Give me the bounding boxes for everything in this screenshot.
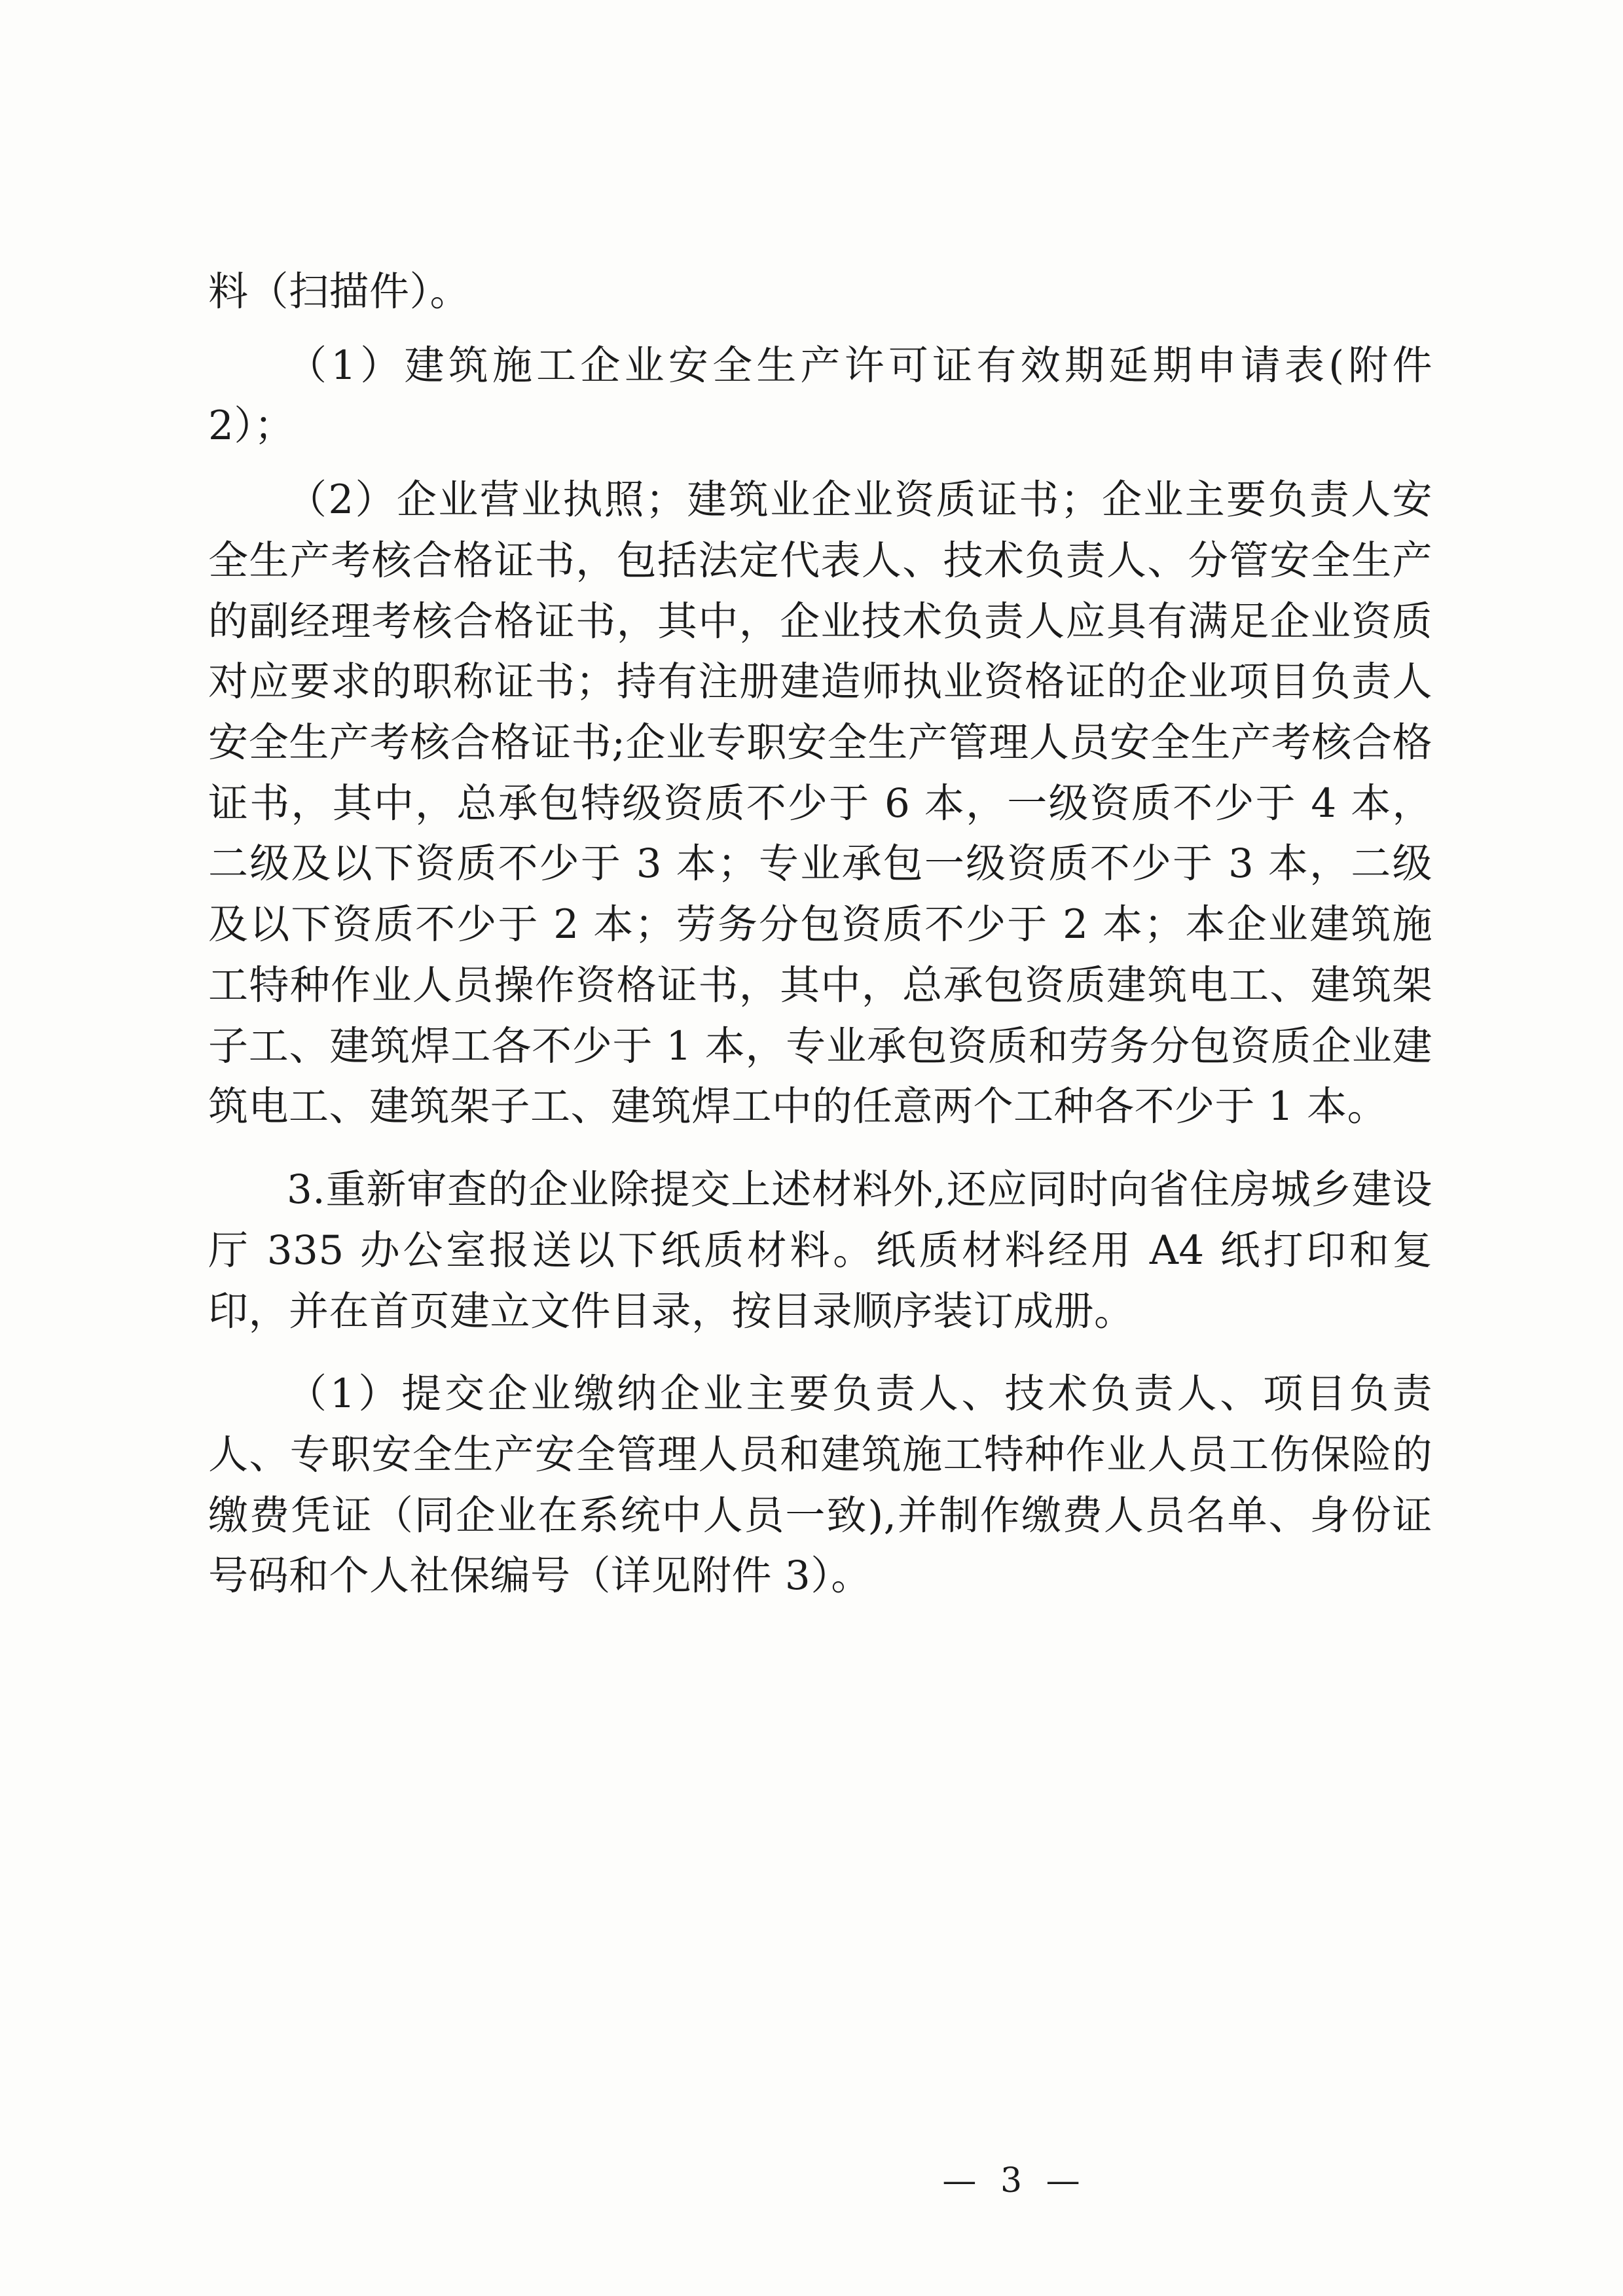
paragraph-continuation: 料（扫描件）。 — [208, 268, 471, 315]
document-body — [208, 262, 1432, 1613]
paragraph-spacer — [208, 1348, 1432, 1364]
paragraph-item-3: 3.重新审查的企业除提交上述材料外,还应同时向省住房城乡建设厅 335 办公室报送以下纸质材料。纸质材料经用 A4 纸打印和复印，并在首页建立文件目录，按目录顺序装订成册。 — [208, 1166, 1432, 1335]
paragraph-spacer — [208, 329, 1432, 336]
paragraph-item-3-1: （1）提交企业缴纳企业主要负责人、技术负责人、项目负责人、专职安全生产安全管理人员和建筑施工特种作业人员工伤保险的缴费凭证（同企业在系统中人员一致),并制作缴费人员名单、身份证号码和个人社保编号（详见附件 3）。 — [208, 1371, 1432, 1600]
paragraph-item-2: （2）企业营业执照；建筑业企业资质证书；企业主要负责人安全生产考核合格证书，包括法定代表人、技术负责人、分管安全生产的副经理考核合格证书，其中，企业技术负责人应具有满足企业资质对应要求的职称证书；持有注册建造师执业资格证的企业项目负责人安全生产考核合格证书;企业专职安全生产管理人员安全生产考核合格证书，其中，总承包特级资质不少于 6 本，一级资质不少于 4 本，二级及以下资质不少于 3 本；专业承包一级资质不少于 3 本，二级及以下资质不少于 2 本；劳务分包资质不少于 2 本；本企业建筑施工特种作业人员操作资格证书，其中，总承包资质建筑电工、建筑架子工、建筑焊工各不少于 1 本，专业承包资质和劳务分包资质企业建筑电工、建筑架子工、建筑焊工中的任意两个工种各不少于 1 本。 — [208, 476, 1432, 1130]
paragraph-item-1: （1）建筑施工企业安全生产许可证有效期延期申请表(附件 2）； — [208, 342, 1432, 450]
page-footer — [0, 2161, 1623, 2200]
page-number: — 3 — — [942, 2161, 1087, 2200]
paragraph-spacer — [208, 463, 1432, 470]
paragraph-spacer — [208, 1144, 1432, 1160]
